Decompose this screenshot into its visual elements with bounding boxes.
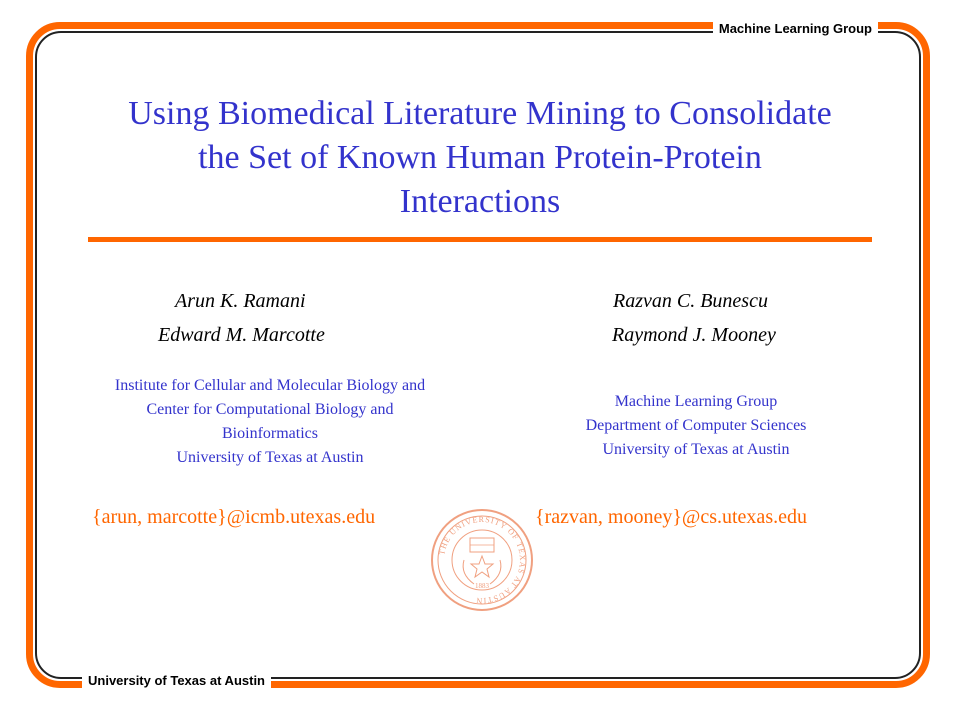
- university-label: University of Texas at Austin: [82, 672, 271, 690]
- left-affiliation-line-2: Center for Computational Biology and: [146, 401, 394, 418]
- right-affiliation-line-3: University of Texas at Austin: [602, 441, 790, 458]
- title-line-1: Using Biomedical Literature Mining to Consolidate: [128, 95, 832, 132]
- right-affiliation-line-1: Machine Learning Group: [614, 393, 778, 410]
- title-line-3: Interactions: [399, 183, 561, 220]
- author-mooney: Raymond J. Mooney: [612, 324, 776, 346]
- author-marcotte: Edward M. Marcotte: [158, 324, 325, 346]
- left-affiliation-line-4: University of Texas at Austin: [176, 449, 364, 466]
- seal-year: 1883: [475, 582, 489, 590]
- right-affiliation: [526, 390, 866, 462]
- group-label: Machine Learning Group: [713, 20, 878, 38]
- title-line-2: the Set of Known Human Protein-Protein: [198, 139, 762, 176]
- author-ramani: Arun K. Ramani: [175, 290, 306, 312]
- left-affiliation-line-3: Bioinformatics: [222, 425, 318, 442]
- right-affiliation-line-2: Department of Computer Sciences: [585, 417, 807, 434]
- title-divider: [88, 237, 872, 242]
- university-seal-icon: [430, 508, 534, 612]
- seal-ring-text: THE UNIVERSITY OF TEXAS AT AUSTIN: [437, 514, 528, 606]
- author-bunescu: Razvan C. Bunescu: [613, 290, 768, 312]
- left-email: {arun, marcotte}@icmb.utexas.edu: [92, 506, 376, 528]
- left-affiliation-line-1: Institute for Cellular and Molecular Biology and: [114, 377, 426, 394]
- slide-title: [80, 92, 880, 224]
- right-email: {razvan, mooney}@cs.utexas.edu: [535, 506, 807, 528]
- left-affiliation: [50, 374, 490, 470]
